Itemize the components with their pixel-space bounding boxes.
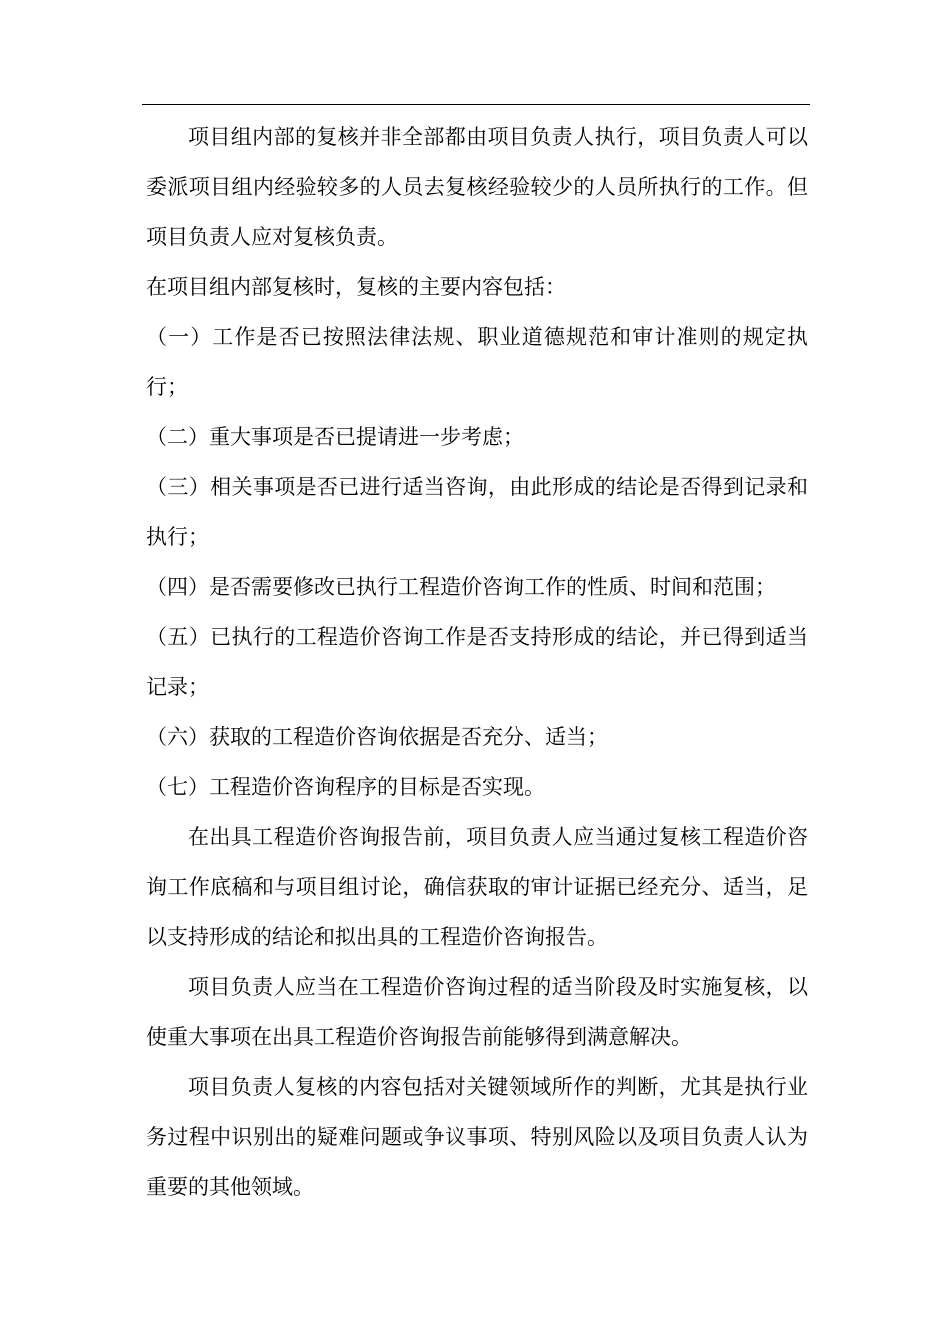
paragraph-review-contents-intro: 在项目组内部复核时，复核的主要内容包括： bbox=[146, 275, 566, 299]
list-item-3: （三）相关事项是否已进行适当咨询，由此形成的结论是否得到记录和执行； bbox=[146, 475, 808, 549]
document-body bbox=[146, 112, 808, 1212]
list-item-5: （五）已执行的工程造价咨询工作是否支持形成的结论，并已得到适当记录； bbox=[146, 625, 808, 699]
paragraph-key-areas: 项目负责人复核的内容包括对关键领域所作的判断，尤其是执行业务过程中识别出的疑难问题或争议事项、特别风险以及项目负责人认为重要的其他领域。 bbox=[146, 1075, 808, 1199]
list-item-1: （一）工作是否已按照法律法规、职业道德规范和审计准则的规定执行； bbox=[146, 325, 808, 399]
paragraph-timely-review: 项目负责人应当在工程造价咨询过程的适当阶段及时实施复核，以使重大事项在出具工程造价咨询报告前能够得到满意解决。 bbox=[146, 975, 808, 1049]
paragraph-before-report: 在出具工程造价咨询报告前，项目负责人应当通过复核工程造价咨询工作底稿和与项目组讨论，确信获取的审计证据已经充分、适当，足以支持形成的结论和拟出具的工程造价咨询报告。 bbox=[146, 825, 808, 949]
header-rule bbox=[142, 104, 810, 105]
list-item-2: （二）重大事项是否已提请进一步考虑； bbox=[146, 425, 524, 449]
list-item-6: （六）获取的工程造价咨询依据是否充分、适当； bbox=[146, 725, 608, 749]
list-item-7: （七）工程造价咨询程序的目标是否实现。 bbox=[146, 775, 545, 799]
paragraph-review-delegation: 项目组内部的复核并非全部都由项目负责人执行，项目负责人可以委派项目组内经验较多的人员去复核经验较少的人员所执行的工作。但项目负责人应对复核负责。 bbox=[146, 125, 808, 249]
list-item-4: （四）是否需要修改已执行工程造价咨询工作的性质、时间和范围； bbox=[146, 575, 776, 599]
